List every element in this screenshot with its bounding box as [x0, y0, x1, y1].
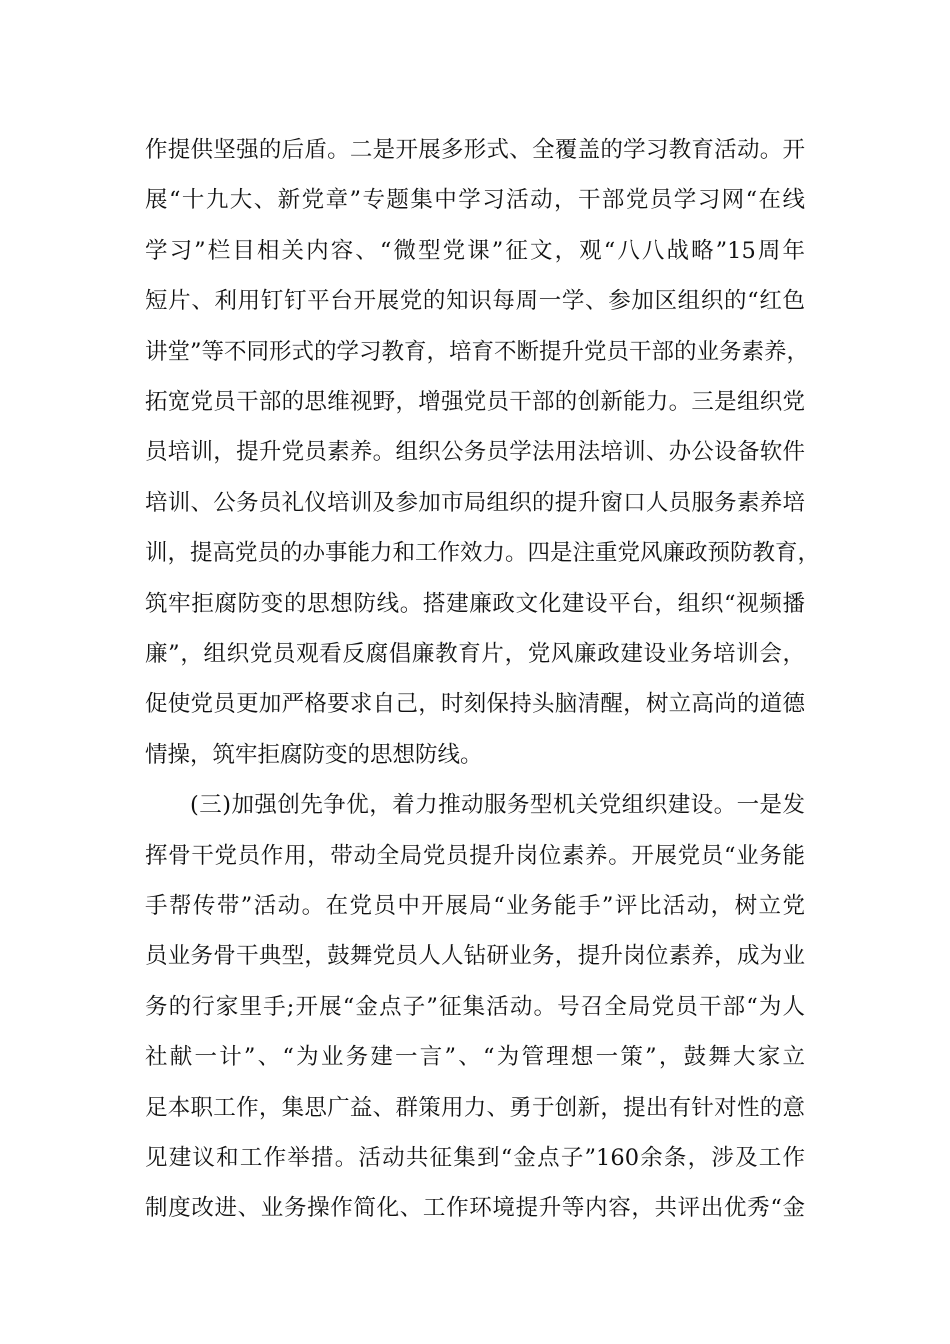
text-line-2: 展“十九大、新党章”专题集中学习活动，干部党员学习网“在线 [145, 187, 805, 213]
text-line-19: 社献一计”、“为业务建一言”、“为管理想一策”，鼓舞大家立 [145, 1044, 805, 1070]
text-line-9: 训，提高党员的办事能力和工作效力。四是注重党风廉政预防教育， [145, 540, 821, 566]
text-line-14: (三)加强创先争优，着力推动服务型机关党组织建设。一是发 [190, 792, 805, 818]
text-line-12: 促使党员更加严格要求自己，时刻保持头脑清醒，树立高尚的道德 [145, 691, 805, 717]
text-line-8: 培训、公务员礼仪培训及参加市局组织的提升窗口人员服务素养培 [145, 490, 805, 516]
text-line-22: 制度改进、业务操作简化、工作环境提升等内容，共评出优秀“金 [145, 1195, 805, 1221]
text-line-21: 见建议和工作举措。活动共征集到“金点子”160余条，涉及工作 [145, 1145, 805, 1171]
text-line-18: 务的行家里手;开展“金点子”征集活动。号召全局党员干部“为人 [145, 994, 805, 1020]
text-line-11: 廉”，组织党员观看反腐倡廉教育片，党风廉政建设业务培训会， [145, 641, 805, 667]
text-line-1: 作提供坚强的后盾。二是开展多形式、全覆盖的学习教育活动。开 [145, 137, 805, 163]
text-line-4: 短片、利用钉钉平台开展党的知识每周一学、参加区组织的“红色 [145, 288, 805, 314]
text-line-13: 情操，筑牢拒腐防变的思想防线。 [145, 742, 483, 768]
text-line-5: 讲堂”等不同形式的学习教育，培育不断提升党员干部的业务素养， [145, 339, 810, 365]
text-line-6: 拓宽党员干部的思维视野，增强党员干部的创新能力。三是组织党 [145, 389, 805, 415]
text-line-20: 足本职工作，集思广益、群策用力、勇于创新，提出有针对性的意 [145, 1095, 805, 1121]
text-line-7: 员培训，提升党员素养。组织公务员学法用法培训、办公设备软件 [145, 439, 805, 465]
text-line-17: 员业务骨干典型，鼓舞党员人人钻研业务，提升岗位素养，成为业 [145, 943, 805, 969]
text-line-16: 手帮传带”活动。在党员中开展局“业务能手”评比活动，树立党 [145, 893, 805, 919]
text-line-3: 学习”栏目相关内容、“微型党课”征文，观“八八战略”15周年 [145, 238, 805, 264]
text-line-15: 挥骨干党员作用，带动全局党员提升岗位素养。开展党员“业务能 [145, 843, 805, 869]
text-line-10: 筑牢拒腐防变的思想防线。搭建廉政文化建设平台，组织“视频播 [145, 591, 805, 617]
